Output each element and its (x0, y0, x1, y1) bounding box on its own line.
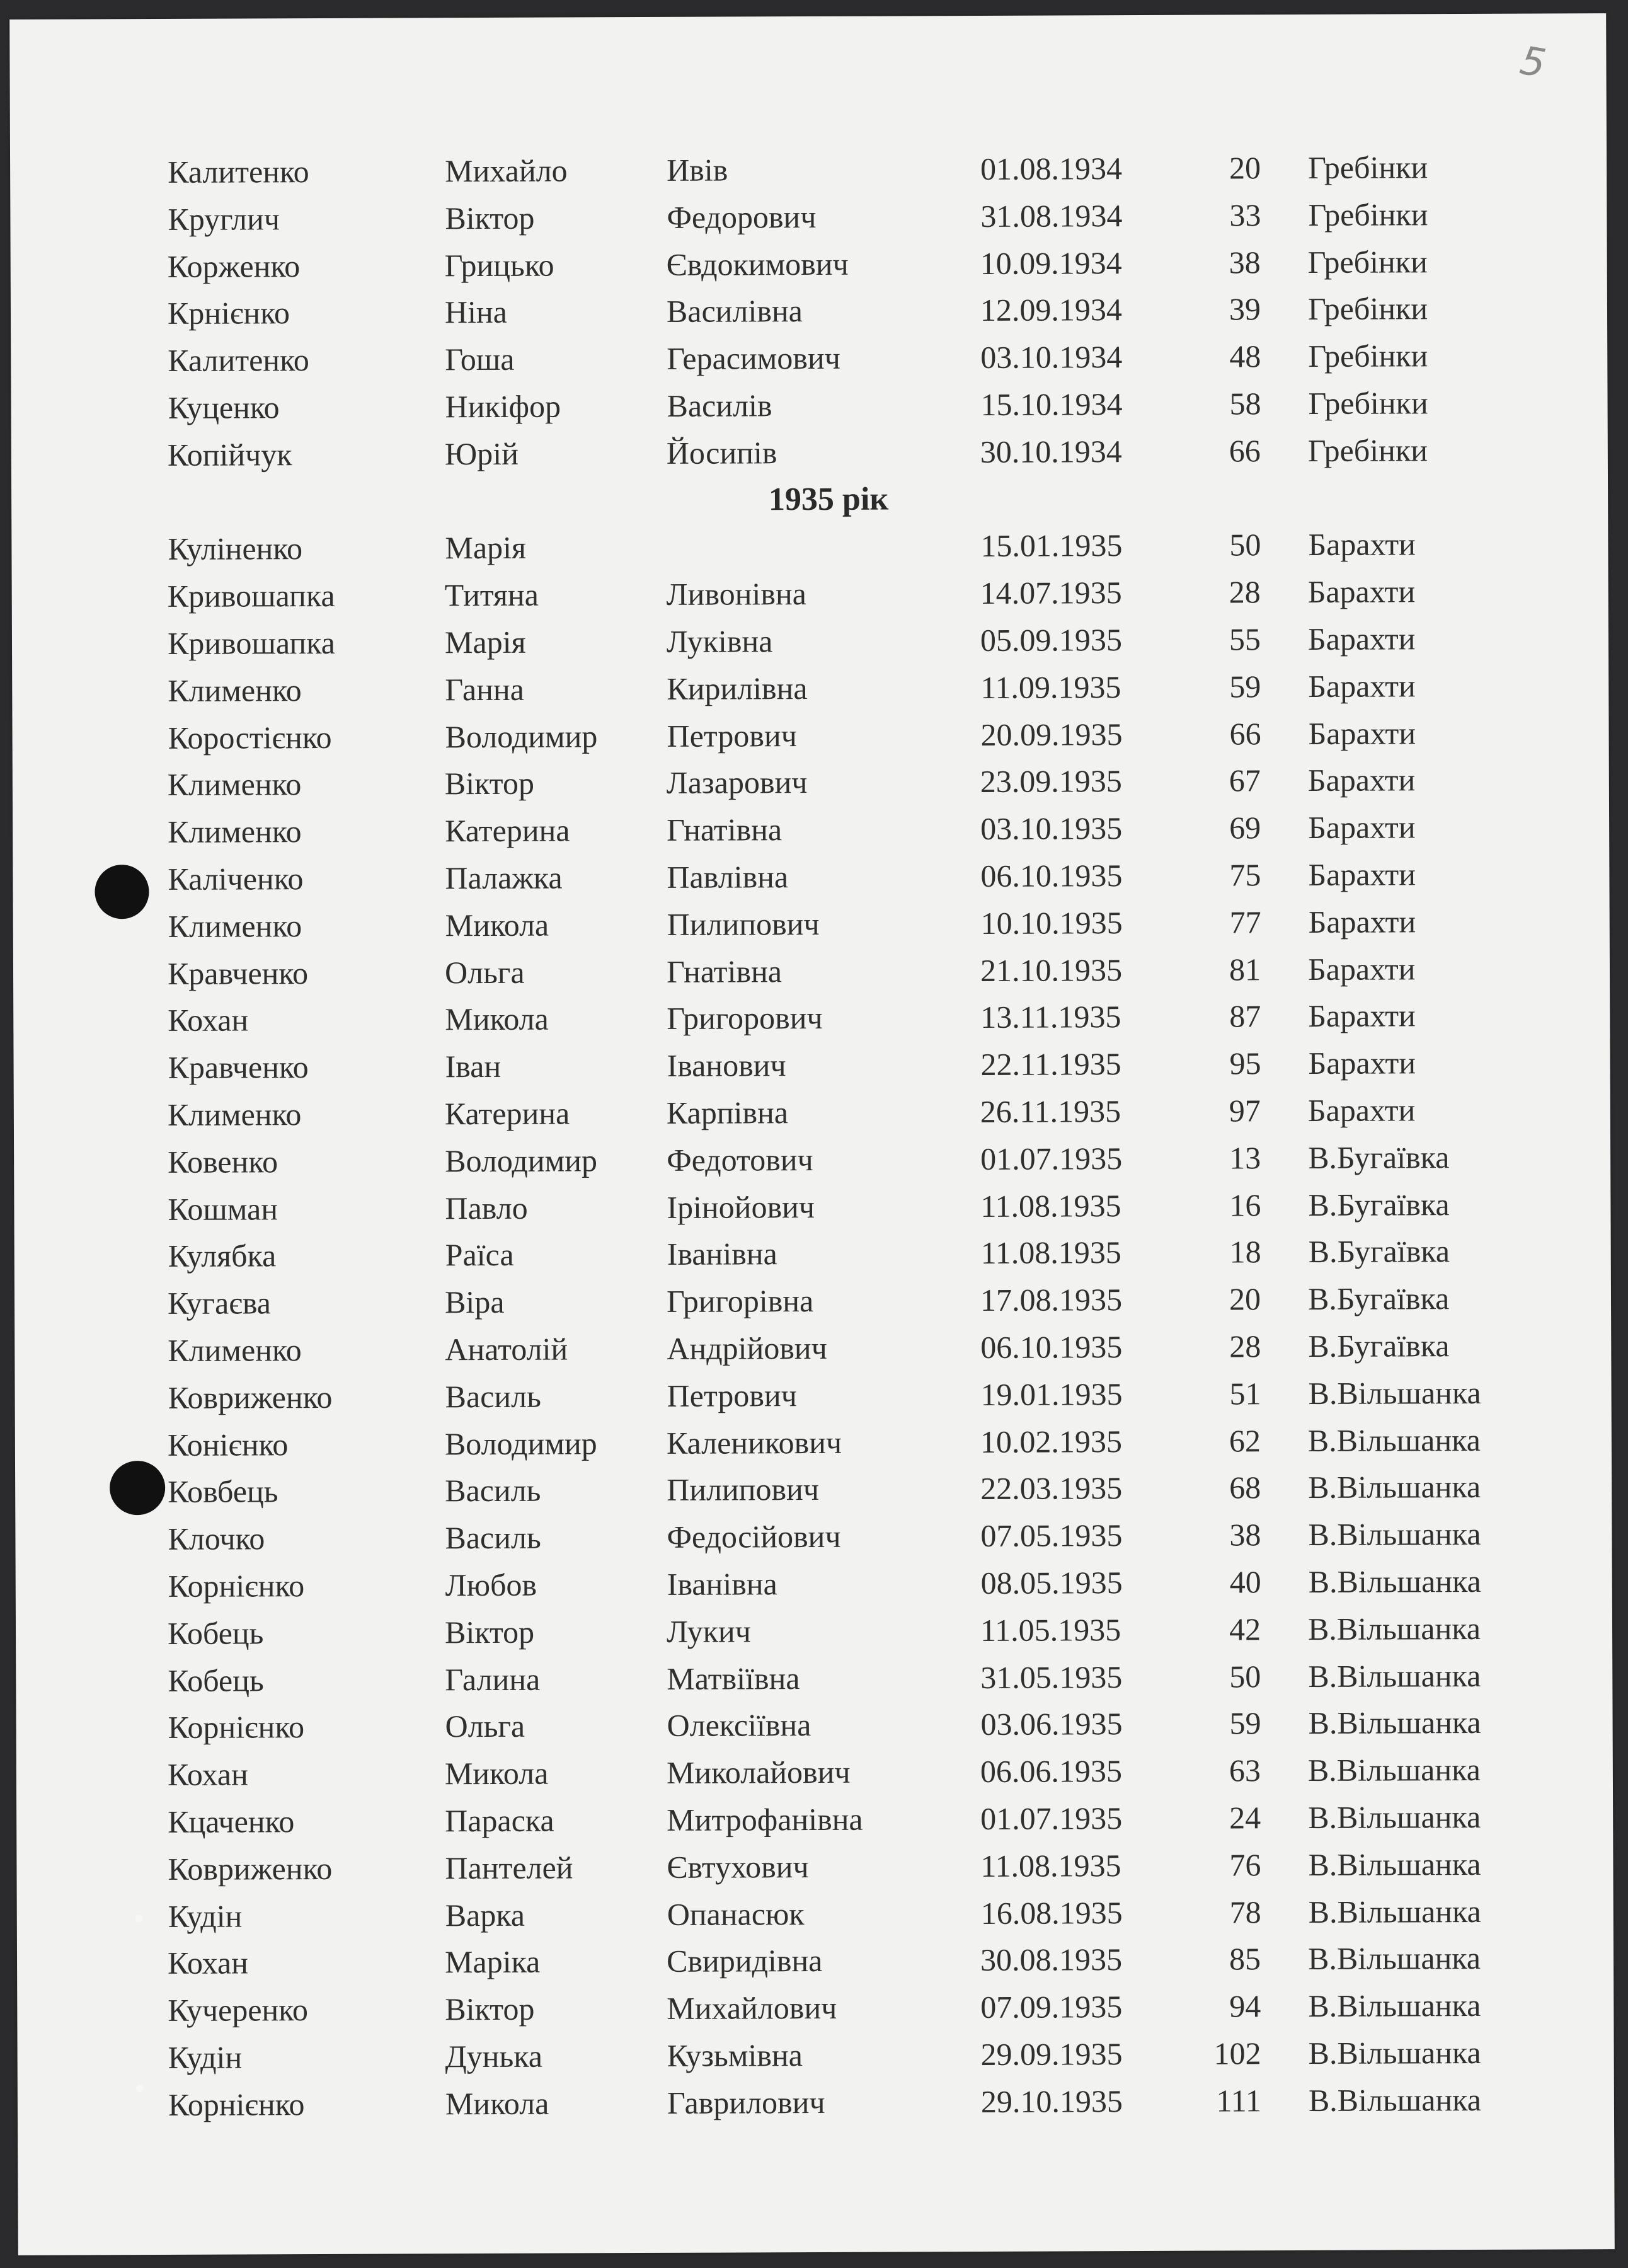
given-name-cell: Марія (444, 624, 526, 660)
date-cell: 11.05.1935 (980, 1611, 1121, 1648)
given-name-cell: Галина (445, 1661, 541, 1697)
given-name-cell: Палажка (445, 860, 563, 896)
given-name-cell: Віктор (444, 1614, 535, 1650)
village-cell: В.Вільшанка (1308, 1469, 1481, 1505)
date-cell: 30.08.1935 (980, 1942, 1123, 1978)
record-number-cell: 66 (1229, 715, 1261, 752)
surname-cell: Клименко (168, 672, 302, 708)
patronymic-cell: Василів (667, 388, 772, 423)
record-number-cell: 50 (1229, 527, 1261, 563)
surname-cell: Корженко (167, 248, 301, 284)
village-cell: Гребінки (1308, 149, 1428, 185)
paper-speck (135, 1914, 143, 1922)
given-name-cell: Іван (445, 1049, 502, 1085)
village-cell: Гребінки (1308, 197, 1428, 233)
surname-cell: Куценко (168, 389, 280, 425)
surname-cell: Кохан (167, 1945, 249, 1981)
patronymic-cell: Пилипович (667, 1471, 820, 1508)
surname-cell: Конієнко (167, 1426, 289, 1463)
register-table (9, 13, 1615, 2255)
surname-cell: Ковриженко (168, 1379, 333, 1415)
village-cell: В.Бугаївка (1308, 1186, 1450, 1223)
surname-cell: Клименко (167, 766, 302, 803)
table-row (10, 1087, 1607, 1137)
given-name-cell: Марія (445, 530, 527, 566)
date-cell: 05.09.1935 (980, 622, 1123, 658)
table-row (10, 663, 1607, 713)
table-row (10, 946, 1607, 996)
given-name-cell: Любов (445, 1567, 537, 1603)
given-name-cell: Никіфор (445, 388, 561, 425)
record-number-cell: 81 (1229, 951, 1261, 987)
date-cell: 15.10.1934 (980, 386, 1123, 422)
table-row (10, 1653, 1607, 1703)
surname-cell: Клименко (168, 1332, 302, 1368)
village-cell: В.Вільшанка (1308, 1563, 1481, 1599)
surname-cell: Круглич (168, 201, 280, 237)
patronymic-cell: Кузьмівна (667, 2037, 803, 2073)
patronymic-cell: Ірінойович (667, 1189, 815, 1225)
given-name-cell: Микола (445, 1001, 549, 1037)
surname-cell: Кугаєва (167, 1285, 272, 1321)
surname-cell: Кохан (168, 1002, 249, 1039)
given-name-cell: Віктор (445, 200, 535, 236)
date-cell: 29.10.1935 (980, 2083, 1123, 2119)
surname-cell: Кулiненко (168, 531, 303, 567)
patronymic-cell: Йосипів (666, 435, 777, 471)
date-cell: 10.10.1935 (980, 904, 1123, 941)
patronymic-cell: Андрійович (667, 1330, 827, 1366)
date-cell: 31.05.1935 (980, 1659, 1123, 1695)
patronymic-cell: Лукич (666, 1613, 752, 1649)
date-cell: 11.08.1935 (980, 1187, 1121, 1224)
patronymic-cell: Ливонівна (666, 576, 806, 613)
record-number-cell: 67 (1229, 763, 1261, 798)
village-cell: В.Вільшанка (1308, 1988, 1481, 2024)
village-cell: Барахти (1307, 950, 1416, 987)
patronymic-cell: Свиридівна (666, 1943, 823, 1979)
date-cell: 23.09.1935 (980, 763, 1122, 800)
record-number-cell: 95 (1229, 1045, 1261, 1081)
surname-cell: Каліченко (168, 861, 304, 897)
given-name-cell: Ольга (444, 954, 525, 990)
surname-cell: Калитенко (168, 342, 309, 379)
given-name-cell: Варка (445, 1897, 525, 1933)
given-name-cell: Ольга (445, 1708, 525, 1744)
table-row (10, 286, 1607, 337)
surname-cell: Кучеренко (168, 1992, 309, 2029)
patronymic-cell: Каленикович (666, 1424, 842, 1461)
given-name-cell: Раїса (445, 1237, 514, 1273)
surname-cell: Кохан (167, 1756, 248, 1793)
record-number-cell: 94 (1229, 1988, 1261, 2024)
village-cell: Гребінки (1308, 385, 1428, 421)
patronymic-cell: Василівна (666, 293, 803, 330)
patronymic-cell: Михайлович (667, 1990, 837, 2027)
given-name-cell: Грицько (444, 247, 554, 283)
village-cell: В.Вільшанка (1308, 2034, 1481, 2071)
date-cell: 11.09.1935 (980, 669, 1121, 705)
patronymic-cell: Федотович (667, 1141, 813, 1178)
village-cell: Барахти (1307, 1092, 1416, 1128)
village-cell: Барахти (1308, 668, 1416, 704)
village-cell: Барахти (1308, 1045, 1416, 1081)
patronymic-cell: Опанасюк (667, 1896, 805, 1932)
village-cell: В.Вільшанка (1307, 1940, 1481, 1977)
table-row (11, 1889, 1607, 1939)
record-number-cell: 77 (1229, 904, 1261, 940)
village-cell: В.Вільшанка (1308, 1374, 1481, 1411)
village-cell: В.Вільшанка (1307, 1610, 1481, 1647)
date-cell: 31.08.1934 (980, 197, 1123, 234)
date-cell: 22.03.1935 (980, 1470, 1123, 1507)
date-cell: 29.09.1935 (980, 2036, 1123, 2072)
date-cell: 01.07.1935 (980, 1140, 1123, 1177)
given-name-cell: Пантелей (445, 1850, 573, 1886)
patronymic-cell: Луківна (666, 623, 773, 659)
surname-cell: Кривошапка (167, 578, 335, 614)
record-number-cell: 50 (1229, 1658, 1261, 1695)
patronymic-cell: Петрович (667, 1377, 797, 1413)
patronymic-cell: Євтухович (667, 1848, 809, 1885)
record-number-cell: 55 (1229, 621, 1261, 657)
given-name-cell: Володимир (444, 1425, 597, 1461)
table-row (10, 192, 1607, 242)
village-cell: Барахти (1308, 904, 1416, 940)
patronymic-cell: Кирилівна (667, 670, 808, 706)
record-number-cell: 39 (1229, 291, 1261, 327)
record-number-cell: 38 (1229, 1517, 1261, 1553)
village-cell: В.Вільшанка (1308, 1893, 1481, 1930)
patronymic-cell: Гнатівна (666, 953, 782, 989)
date-cell: 22.11.1935 (980, 1046, 1121, 1083)
given-name-cell: Віктор (445, 1991, 535, 2027)
village-cell: Гребінки (1307, 432, 1428, 468)
given-name-cell: Микола (444, 1755, 549, 1792)
record-number-cell: 59 (1229, 669, 1261, 705)
patronymic-cell: Іванівна (667, 1566, 777, 1602)
given-name-cell: Віра (444, 1284, 505, 1320)
record-number-cell: 59 (1229, 1705, 1261, 1741)
record-number-cell: 38 (1229, 244, 1261, 280)
table-row (11, 899, 1607, 949)
surname-cell: Копійчук (167, 436, 292, 473)
patronymic-cell: Іванівна (667, 1236, 777, 1272)
village-cell: В.Бугаївка (1307, 1281, 1450, 1317)
table-row (10, 1794, 1607, 1845)
date-cell: 20.09.1935 (980, 716, 1123, 752)
table-row (10, 1417, 1607, 1468)
table-row (10, 1841, 1607, 1892)
table-row (10, 1747, 1607, 1797)
table-row (11, 1229, 1607, 1279)
village-cell: Барахти (1308, 998, 1416, 1034)
village-cell: В.Вільшанка (1308, 1705, 1481, 1741)
record-number-cell: 20 (1229, 1281, 1261, 1317)
village-cell: В.Бугаївка (1308, 1139, 1450, 1175)
patronymic-cell: Іванович (667, 1047, 786, 1084)
table-row (10, 144, 1607, 195)
surname-cell: Корнієнко (168, 1568, 305, 1604)
patronymic-cell: Євдокимович (666, 246, 849, 282)
record-number-cell: 48 (1229, 338, 1261, 374)
table-row (10, 757, 1607, 808)
given-name-cell: Василь (445, 1378, 541, 1415)
given-name-cell: Микола (445, 2085, 549, 2122)
patronymic-cell: Миколайович (666, 1754, 851, 1791)
patronymic-cell: Пилипович (667, 906, 820, 942)
record-number-cell: 51 (1229, 1376, 1261, 1412)
table-row (10, 1275, 1607, 1326)
given-name-cell: Катерина (444, 1095, 570, 1132)
table-row (10, 2030, 1607, 2080)
given-name-cell: Володимир (445, 1143, 598, 1179)
village-cell: Барахти (1308, 856, 1416, 892)
village-cell: Гребінки (1307, 243, 1428, 280)
village-cell: В.Вільшанка (1308, 2081, 1482, 2118)
record-number-cell: 58 (1229, 386, 1261, 422)
surname-cell: Кудін (168, 1898, 243, 1934)
given-name-cell: Гоша (445, 341, 515, 377)
date-cell: 26.11.1935 (980, 1093, 1121, 1129)
surname-cell: Кравченко (167, 955, 309, 991)
surname-cell: Ковенко (168, 1144, 278, 1180)
record-number-cell: 102 (1213, 2035, 1261, 2071)
village-cell: В.Вільшанка (1307, 1752, 1481, 1788)
record-number-cell: 66 (1229, 433, 1261, 469)
record-number-cell: 28 (1229, 1328, 1261, 1364)
table-row (10, 1370, 1607, 1420)
given-name-cell: Ніна (444, 294, 508, 330)
table-row (10, 1936, 1607, 1986)
surname-cell: Крнієнко (167, 295, 290, 331)
given-name-cell: Анатолій (445, 1331, 568, 1367)
date-cell: 03.10.1935 (980, 810, 1123, 847)
patronymic-cell: Лазарович (666, 764, 808, 801)
date-cell: 03.10.1934 (980, 339, 1123, 376)
given-name-cell: Катерина (445, 812, 570, 849)
given-name-cell: Василь (445, 1473, 541, 1509)
given-name-cell: Титяна (444, 577, 539, 613)
table-row (10, 1606, 1607, 1656)
page-number-mark: 5 (1516, 37, 1549, 87)
village-cell: Барахти (1307, 762, 1416, 798)
surname-cell: Ковбець (168, 1473, 278, 1510)
village-cell: Гребінки (1308, 338, 1428, 374)
given-name-cell: Юрій (444, 435, 519, 472)
patronymic-cell: Гаврилович (667, 2084, 825, 2121)
table-row (10, 239, 1607, 289)
record-number-cell: 87 (1229, 998, 1261, 1034)
date-cell: 06.10.1935 (980, 1329, 1123, 1365)
date-cell: 15.01.1935 (980, 527, 1123, 564)
date-cell: 08.05.1935 (980, 1565, 1123, 1601)
record-number-cell: 78 (1229, 1894, 1261, 1930)
given-name-cell: Маріка (444, 1944, 541, 1980)
given-name-cell: Володимир (445, 718, 598, 754)
record-number-cell: 76 (1229, 1847, 1261, 1883)
record-number-cell: 75 (1229, 857, 1261, 893)
patronymic-cell: Карпівна (666, 1095, 789, 1131)
paper-speck (136, 2085, 144, 2092)
patronymic-cell: Григорівна (666, 1283, 814, 1320)
table-row (10, 804, 1607, 855)
table-row (10, 1134, 1607, 1185)
patronymic-cell: Митрофанівна (667, 1801, 863, 1838)
date-cell: 07.05.1935 (980, 1517, 1123, 1554)
village-cell: В.Вільшанка (1307, 1422, 1481, 1458)
given-name-cell: Віктор (444, 766, 535, 802)
date-cell: 03.06.1935 (980, 1706, 1123, 1742)
date-cell: 06.06.1935 (980, 1753, 1122, 1790)
patronymic-cell: Григорович (667, 1000, 823, 1037)
patronymic-cell: Олексіївна (667, 1707, 811, 1744)
date-cell: 12.09.1934 (980, 292, 1123, 328)
surname-cell: Клочко (168, 1521, 265, 1557)
record-number-cell: 68 (1229, 1470, 1261, 1505)
given-name-cell: Василь (445, 1519, 541, 1556)
table-row (10, 993, 1607, 1044)
table-row (10, 1182, 1607, 1232)
patronymic-cell: Матвіївна (667, 1660, 800, 1696)
surname-cell: Кобець (168, 1662, 264, 1698)
table-row (10, 427, 1607, 478)
table-row (10, 1040, 1607, 1090)
date-cell: 11.08.1935 (980, 1235, 1121, 1271)
date-cell: 30.10.1934 (980, 433, 1122, 469)
village-cell: В.Бугаївка (1308, 1233, 1450, 1270)
surname-cell: Клименко (168, 814, 302, 850)
record-number-cell: 69 (1229, 810, 1261, 846)
date-cell: 07.09.1935 (980, 1989, 1123, 2025)
date-cell: 19.01.1935 (980, 1376, 1123, 1412)
surname-cell: Калитенко (168, 154, 309, 190)
record-number-cell: 111 (1216, 2083, 1261, 2119)
document-page (9, 13, 1615, 2255)
table-row (10, 851, 1607, 902)
village-cell: Барахти (1308, 715, 1416, 751)
given-name-cell: Дунька (445, 2038, 543, 2075)
patronymic-cell: Петрович (667, 717, 797, 754)
record-number-cell: 24 (1229, 1800, 1261, 1836)
punch-hole (110, 1461, 165, 1515)
record-number-cell: 85 (1229, 1941, 1261, 1977)
given-name-cell: Ганна (445, 671, 524, 708)
given-name-cell: Павло (445, 1190, 528, 1226)
surname-cell: Кошман (168, 1190, 278, 1227)
date-cell: 01.08.1934 (980, 151, 1123, 187)
punch-hole (95, 865, 149, 919)
table-row (11, 1558, 1607, 1609)
date-cell: 11.08.1935 (980, 1847, 1121, 1884)
record-number-cell: 18 (1229, 1234, 1261, 1270)
surname-cell: Корнієнко (168, 2086, 305, 2122)
date-cell: 01.07.1935 (980, 1800, 1123, 1836)
record-number-cell: 28 (1229, 574, 1261, 610)
village-cell: Барахти (1307, 573, 1416, 610)
date-cell: 10.02.1935 (980, 1423, 1122, 1459)
record-number-cell: 20 (1229, 150, 1261, 186)
given-name-cell: Микола (445, 907, 549, 943)
village-cell: В.Вільшанка (1308, 1846, 1481, 1882)
table-row (10, 568, 1607, 619)
surname-cell: Ковриженко (168, 1850, 333, 1887)
date-cell: 14.07.1935 (980, 575, 1122, 611)
surname-cell: Кцаченко (168, 1804, 295, 1839)
date-cell: 06.10.1935 (980, 858, 1123, 894)
patronymic-cell: Ивів (667, 152, 728, 188)
date-cell: 13.11.1935 (980, 999, 1121, 1035)
table-row (10, 522, 1607, 572)
record-number-cell: 62 (1229, 1422, 1261, 1459)
table-row (10, 1465, 1607, 1515)
table-row (10, 1700, 1607, 1751)
surname-cell: Кривошапка (167, 625, 336, 661)
table-row (10, 616, 1607, 666)
surname-cell: Кудін (168, 2039, 243, 2075)
surname-cell: Кравченко (168, 1049, 309, 1086)
surname-cell: Коростієнко (168, 719, 332, 756)
village-cell: В.Бугаївка (1308, 1328, 1450, 1364)
record-number-cell: 16 (1229, 1187, 1261, 1223)
date-cell: 16.08.1935 (980, 1894, 1123, 1931)
surname-cell: Клименко (168, 907, 302, 944)
record-number-cell: 63 (1229, 1753, 1261, 1788)
village-cell: В.Вільшанка (1308, 1657, 1481, 1694)
village-cell: Барахти (1308, 526, 1416, 563)
record-number-cell: 33 (1229, 197, 1261, 233)
record-number-cell: 42 (1229, 1611, 1261, 1647)
surname-cell: Клименко (167, 1097, 302, 1132)
patronymic-cell: Павлівна (667, 859, 789, 895)
date-cell: 17.08.1935 (980, 1282, 1123, 1318)
date-cell: 10.09.1934 (980, 245, 1122, 281)
patronymic-cell: Федорович (667, 199, 817, 235)
patronymic-cell: Гнатівна (667, 812, 782, 848)
surname-cell: Кулябка (168, 1238, 277, 1274)
patronymic-cell: Герасимович (667, 340, 840, 377)
year-heading: 1935 рік (768, 481, 889, 517)
table-row (10, 333, 1607, 383)
given-name-cell: Параска (445, 1802, 554, 1839)
table-row (10, 1323, 1607, 1373)
village-cell: Барахти (1308, 809, 1416, 846)
surname-cell: Корнієнко (168, 1709, 305, 1746)
village-cell: Гребінки (1307, 291, 1428, 327)
record-number-cell: 40 (1229, 1564, 1261, 1600)
given-name-cell: Михайло (445, 153, 568, 189)
record-number-cell: 13 (1229, 1140, 1261, 1176)
table-row (10, 1511, 1607, 1562)
village-cell: Барахти (1307, 621, 1416, 657)
patronymic-cell: Федосійович (667, 1519, 841, 1555)
table-row (10, 380, 1607, 430)
village-cell: В.Вільшанка (1308, 1516, 1481, 1553)
village-cell: В.Вільшанка (1308, 1799, 1481, 1835)
record-number-cell: 97 (1229, 1093, 1261, 1129)
date-cell: 21.10.1935 (980, 952, 1123, 988)
table-row (10, 1983, 1607, 2033)
surname-cell: Кобець (167, 1615, 264, 1651)
table-row (10, 710, 1607, 761)
table-row (11, 2077, 1607, 2127)
